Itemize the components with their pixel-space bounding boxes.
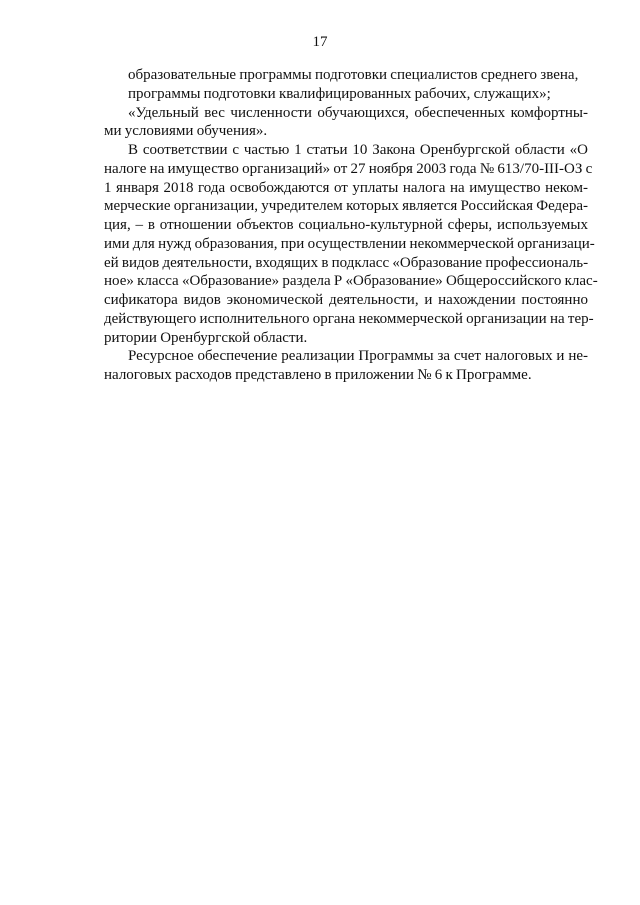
text-line: Ресурсное обеспечение реализации Программы за счет налоговых и не-: [128, 348, 588, 365]
text-line: ими для нужд образования, при осуществлении некоммерческой организаци-: [104, 235, 595, 252]
text-line: сификатора видов экономической деятельности, и нахождении постоянно: [104, 292, 588, 308]
text-line: ция, – в отношении объектов социально-культурной сферы, используемых: [104, 217, 588, 233]
page-number: 17: [312, 34, 328, 50]
text-line: ей видов деятельности, входящих в подкласс «Образование профессиональ-: [104, 254, 589, 271]
text-line: налоговых расходов представлено в приложении № 6 к Программе.: [104, 367, 532, 383]
text-line: программы подготовки квалифицированных рабочих, служащих»;: [128, 85, 551, 102]
text-line: «Удельный вес численности обучающихся, обеспеченных комфортны-: [128, 104, 588, 121]
text-line: налоге на имущество организаций» от 27 ноября 2003 года № 613/70-III-ОЗ с: [104, 160, 593, 177]
text-line: ритории Оренбургской области.: [104, 329, 308, 346]
text-line: образовательные программы подготовки специалистов среднего звена,: [128, 67, 579, 83]
text-line: В соответствии с частью 1 статьи 10 Закона Оренбургской области «О: [128, 142, 588, 158]
text-line: ми условиями обучения».: [104, 123, 268, 140]
text-line: ное» класса «Образование» раздела Р «Образование» Общероссийского клас-: [104, 273, 598, 290]
text-line: мерческие организации, учредителем которых является Российская Федера-: [104, 198, 588, 215]
text-line: 1 января 2018 года освобождаются от уплаты налога на имущество неком-: [104, 179, 588, 196]
document-body: [104, 66, 598, 385]
text-line: действующего исполнительного органа некоммерческой организации на тер-: [104, 310, 594, 327]
